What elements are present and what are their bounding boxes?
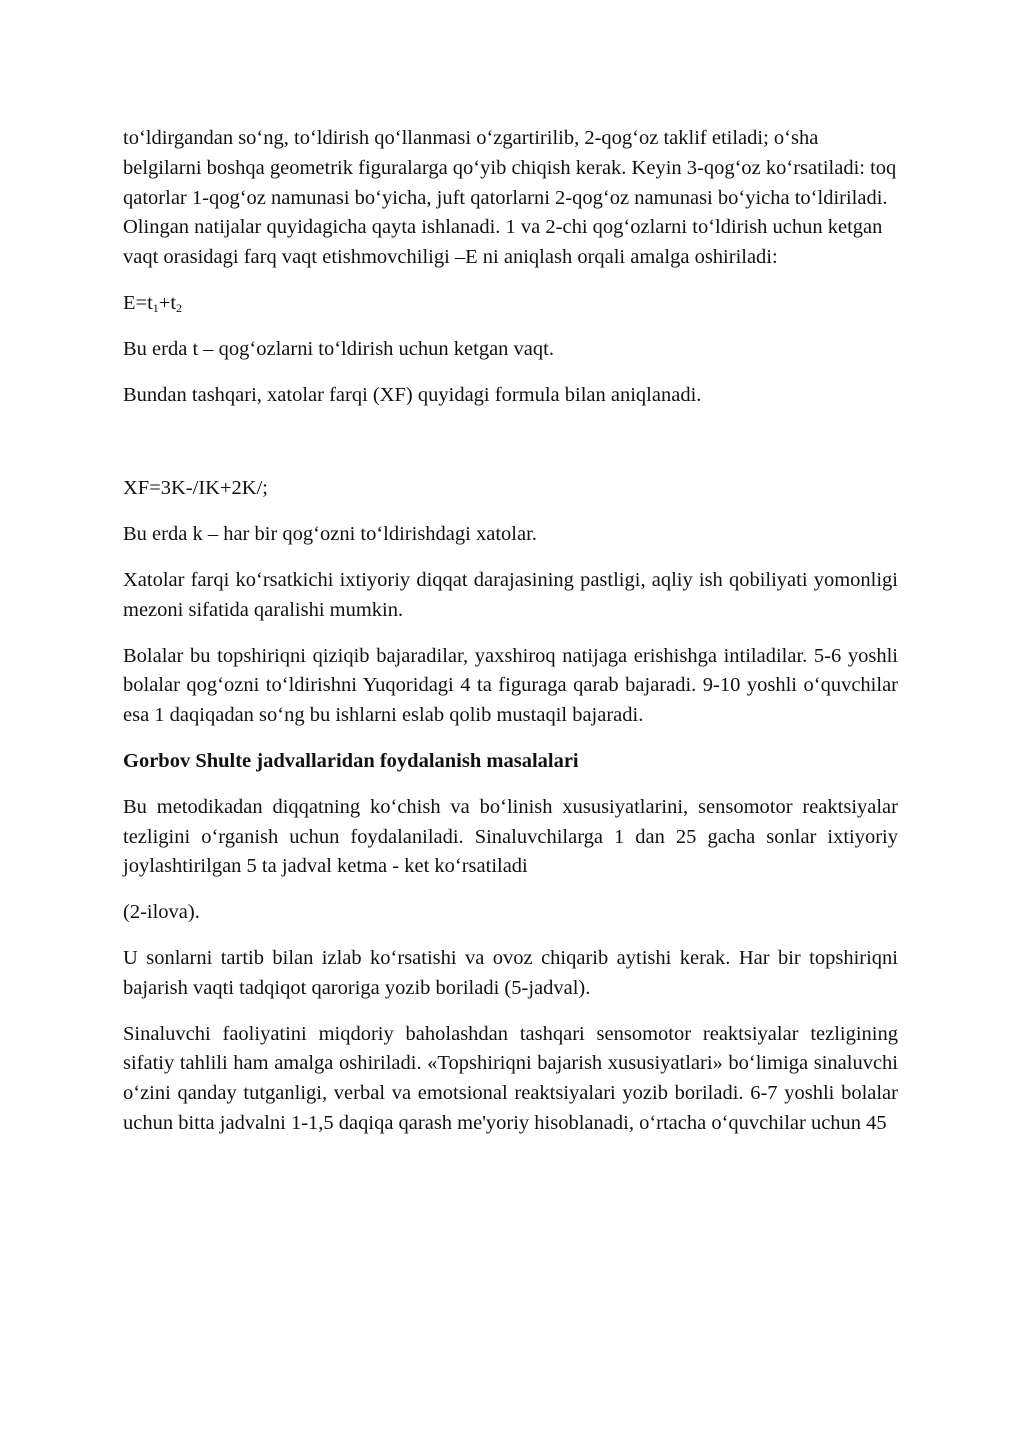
formula-e-subscript-2: 2 [176, 300, 183, 315]
intro-paragraph: to‘ldirgandan so‘ng, to‘ldirish qo‘llanmasi o‘zgartirilib, 2-qog‘oz taklif etiladi; o‘sha belgilarni boshqa geometrik figuralarga qo‘yib chiqish kerak. Keyin 3-qog‘oz ko‘rsatiladi: toq qatorlar 1-qog‘oz namunasi bo‘yicha, juft qatorlarni 2-qog‘oz namunasi bo‘yicha to‘ldiriladi. Olingan natijalar quyidagicha qayta ishlanadi. 1 va 2-chi qog‘ozlarni to‘ldirish uchun ketgan vaqt orasidagi farq vaqt etishmovchiligi –E ni aniqlash orqali amalga oshiriladi: [123, 127, 897, 269]
method-paragraph: Bu metodikadan diqqatning ko‘chish va bo‘linish xususiyatlarini, sensomotor reaktsiyalar tezligini o‘rganish uchun foydalaniladi. Sinaluvchilarga 1 dan 25 gacha sonlar ixtiyoriy joylashtirilgan 5 ta jadval ketma - ket ko‘rsatiladi [123, 795, 898, 878]
t-definition: Bu erda t – qog‘ozlarni to‘ldirish uchun ketgan vaqt. [123, 337, 554, 360]
document-page [123, 124, 898, 1155]
blank-spacer [123, 426, 898, 474]
error-paragraph: Xatolar farqi ko‘rsatkichi ixtiyoriy diqqat darajasining pastligi, aqliy ish qobiliyati yomonligi mezoni sifatida qaralishi mumkin. [123, 568, 898, 621]
xf-formula: XF=3K-/IK+2K/; [123, 477, 268, 500]
appendix-reference: (2-ilova). [123, 901, 200, 924]
task-paragraph: U sonlarni tartib bilan izlab ko‘rsatishi va ovoz chiqarib aytishi kerak. Har bir topshiriqni bajarish vaqti tadqiqot qaroriga yozib boriladi (5-jadval). [123, 946, 898, 999]
xf-intro: Bundan tashqari, xatolar farqi (XF) quyidagi formula bilan aniqlanadi. [123, 383, 702, 406]
formula-e [123, 289, 898, 319]
formula-e-lhs: E=t [123, 291, 153, 314]
children-paragraph: Bolalar bu topshiriqni qiziqib bajaradilar, yaxshiroq natijaga erishishga intiladilar. 5-6 yoshli bolalar qog‘ozni to‘ldirishni Yuqoridagi 4 ta figuraga qarab bajaradi. 9-10 yoshli o‘quvchilar esa 1 daqiqadan so‘ng bu ishlarni eslab qolib mustaqil bajaradi. [123, 644, 898, 727]
formula-e-subscript-1: 1 [152, 300, 159, 315]
formula-e-plus: +t [158, 291, 177, 314]
section-heading: Gorbov Shulte jadvallaridan foydalanish masalalari [123, 749, 579, 772]
k-definition: Bu erda k – har bir qog‘ozni to‘ldirishdagi xatolar. [123, 523, 537, 546]
evaluation-paragraph: Sinaluvchi faoliyatini miqdoriy baholashdan tashqari sensomotor reaktsiyalar tezligining sifatiy tahlili ham amalga oshiriladi. «Topshiriqni bajarish xususiyatlari» bo‘limiga sinaluvchi o‘zini qanday tutganligi, verbal va emotsional reaktsiyalari yozib boriladi. 6-7 yoshli bolalar uchun bitta jadvalni 1-1,5 daqiqa qarash me'yoriy hisoblanadi, o‘rtacha o‘quvchilar uchun 45 [123, 1022, 898, 1134]
